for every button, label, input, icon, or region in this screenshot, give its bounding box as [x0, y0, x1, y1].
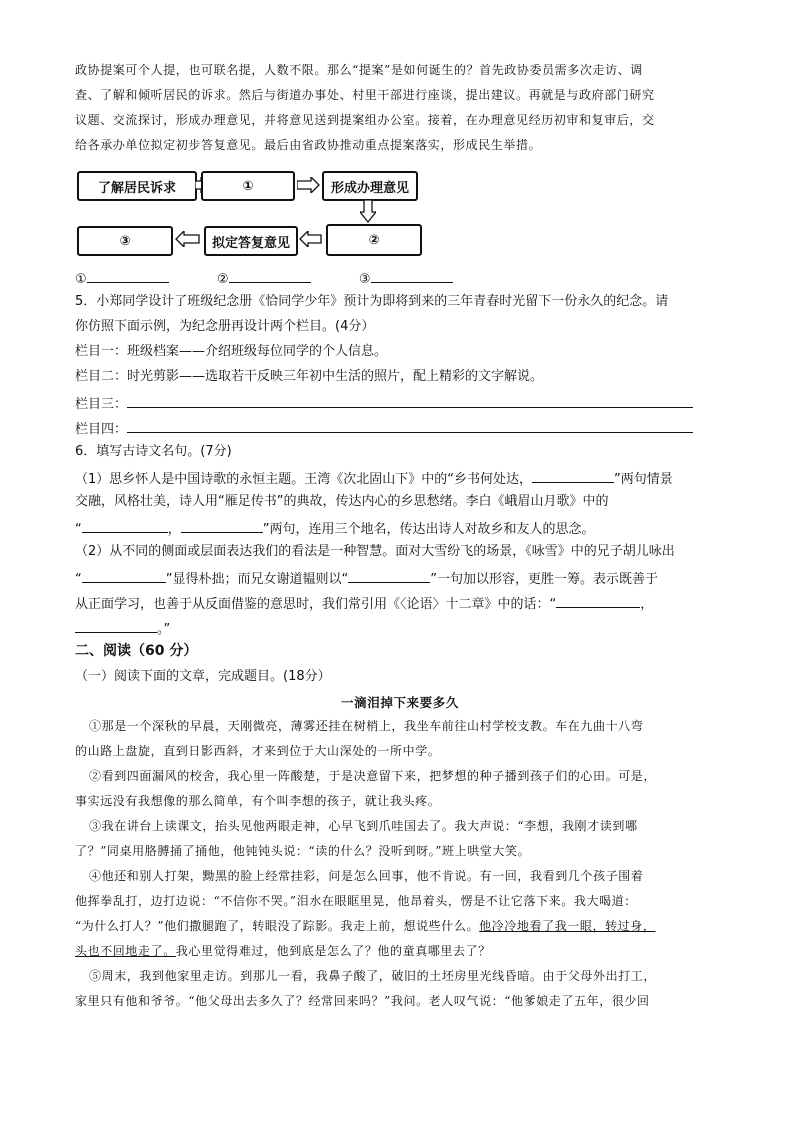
article-p4-underlined-a: 他冷冷地看了我一眼，转过身，	[479, 919, 656, 933]
q6-blank-6[interactable]	[556, 593, 640, 608]
q6-p2-text-mid: ”显得朴拙；而兄女谢道韫则以“	[165, 572, 349, 587]
flow-answer-row	[75, 268, 725, 288]
answer-blank-3[interactable]	[371, 268, 453, 283]
section-2-heading: 二、阅读（60 分）	[75, 643, 198, 659]
article-p3-line-2: 了？”同桌用胳膊捅了捅他，他钝钝头说：“读的什么？没听到呀。”班上哄堂大笑。	[75, 844, 531, 858]
article-p4-text-a: “为什么打人？”他们撒腿跑了，转眼没了踪影。我走上前，想说些什么。	[75, 919, 480, 933]
q6-p2-text-c: 从正面学习，也善于从反面借鉴的意思时，我们常引用《〈论语〉十二章》中的话：“	[75, 597, 557, 612]
q6-quote-close: 。”	[157, 622, 171, 637]
q6-title: 6．填写古诗文名句。(7分)	[75, 444, 232, 459]
q6-p1-text-b: ”两句情景	[614, 472, 673, 487]
flow-box-blank-2: ②	[326, 224, 422, 256]
flow-box-blank-3: ③	[77, 226, 173, 256]
flow-box-blank-1: ①	[201, 171, 295, 201]
q6-p1-line-2: 交融，风格壮美，诗人用“雁足传书”的典故，传达内心的乡思愁绪。李白《峨眉山月歌》中的	[75, 494, 609, 509]
article-p2-line-2: 事实远没有我想像的那么简单，有个叫李想的孩子，就让我头疼。	[75, 794, 441, 808]
q6-comma-2: ，	[640, 597, 654, 612]
answer-label-1: ①	[75, 272, 87, 287]
q5-column-4-label: 栏目四：	[75, 422, 128, 437]
q5-column-3-label: 栏目三：	[75, 397, 128, 412]
q5-line-2: 你仿照下面示例，为纪念册再设计两个栏目。(4分）	[75, 319, 375, 334]
q6-quote-open-1: “	[75, 522, 82, 537]
q6-blank-2[interactable]	[82, 518, 168, 533]
flow-arrow-left-2	[175, 231, 201, 247]
article-p5-line-1: ⑤周末，我到他家里走访。到那儿一看，我鼻子酸了，破旧的土坯房里光线昏暗。由于父母外出打工，	[89, 969, 657, 983]
q6-p1-line-3	[75, 518, 725, 538]
q6-blank-4[interactable]	[82, 568, 166, 583]
q6-blank-7[interactable]	[75, 618, 157, 633]
answer-blank-1[interactable]	[87, 268, 169, 283]
article-p2-line-1: ②看到四面漏风的校舍，我心里一阵酸楚，于是决意留下来，把梦想的种子播到孩子们的心田。可是，	[89, 769, 657, 783]
q6-p2-line-3	[75, 593, 725, 613]
q5-column-3-blank[interactable]	[127, 393, 693, 408]
intro-line-4: 给各承办单位拟定初步答复意见。最后由省政协推动重点提案落实，形成民生举措。	[75, 138, 542, 152]
article-p4-underlined-b: 头也不回地走了。	[75, 944, 176, 958]
q5-column-4-blank[interactable]	[127, 418, 693, 433]
article-title: 一滴泪掉下来要多久	[341, 695, 459, 710]
answer-label-3: ③	[358, 272, 371, 287]
flow-arrow-left-1	[299, 231, 323, 247]
article-p1-line-2: 的山路上盘旋，直到日影西斜，才来到位于大山深处的一所中学。	[75, 744, 441, 758]
intro-line-2: 查、了解和倾听居民的诉求。然后与街道办事处、村里干部进行座谈，提出建议。再就是与政府部门研究	[75, 88, 655, 102]
q6-blank-3[interactable]	[181, 518, 263, 533]
article-p3-line-1: ③我在讲台上读课文，抬头见他两眼走神，心早飞到爪哇国去了。我大声说：“李想，我刚才读到哪	[89, 819, 638, 833]
q6-p2-line-4	[75, 618, 725, 638]
q5-column-4-row	[75, 418, 725, 438]
q6-p2-line-1: （2）从不同的侧面或层面表达我们的看法是一种智慧。面对大雪纷飞的场景，《咏雪》中的兄子胡儿咏出	[75, 544, 675, 559]
flow-box-reply: 拟定答复意见	[204, 226, 298, 256]
flow-arrow-down	[360, 200, 376, 224]
q6-p2-text-rest: ”一句加以形容，更胜一筹。表示既善于	[430, 572, 658, 587]
intro-line-1: 政协提案可个人提，也可联名提，人数不限。那么“提案”是如何诞生的？首先政协委员需多次走访、调	[75, 63, 643, 77]
intro-line-3: 议题、交流探讨，形成办理意见，并将意见送到提案组办公室。接着，在办理意见经历初审和复审后，交	[75, 113, 655, 127]
q6-quote-open-2: “	[75, 572, 82, 587]
answer-label-2: ②	[216, 272, 229, 287]
q5-column-2: 栏目二：时光剪影——选取若干反映三年初中生活的照片，配上精彩的文字解说。	[75, 369, 544, 384]
q6-comma-1: ，	[167, 522, 181, 537]
article-p4-line-4	[75, 943, 725, 960]
q5-column-1: 栏目一：班级档案——介绍班级每位同学的个人信息。	[75, 344, 388, 359]
answer-blank-2[interactable]	[229, 268, 311, 283]
article-p4-line-1: ④他还和别人打架，黝黑的脸上经常挂彩，问是怎么回事，他不肯说。有一回，我看到几个孩子围着	[89, 869, 644, 883]
q6-p1-text-d: ”两句，连用三个地名，传达出诗人对故乡和友人的思念。	[262, 522, 595, 537]
flow-arrow-right-2	[297, 177, 321, 193]
flow-box-opinion: 形成办理意见	[322, 171, 418, 201]
q5-line-1: 5．小郑同学设计了班级纪念册《恰同学少年》预计为即将到来的三年青春时光留下一份永久的纪念。请	[75, 294, 669, 309]
article-p5-line-2: 家里只有他和爷爷。“他父母出去多久了？经常回来吗？”我问。老人叹气说：“他爹娘走了五年，很少回	[75, 994, 650, 1008]
section-2-subheading: （一）阅读下面的文章，完成题目。(18分）	[75, 669, 331, 684]
article-p4-line-3	[75, 918, 725, 935]
q6-p1-line-1	[75, 468, 725, 488]
q6-blank-5[interactable]	[348, 568, 430, 583]
q6-p2-line-2	[75, 568, 725, 588]
q5-column-3-row	[75, 393, 725, 413]
article-p1-line-1: ①那是一个深秋的早晨，天刚微亮，薄雾还挂在树梢上，我坐车前往山村学校支教。车在九曲十八弯	[89, 719, 644, 733]
article-p4-text-b: 我心里觉得难过，他到底是怎么了？他的童真哪里去了？	[175, 944, 491, 958]
q6-blank-1[interactable]	[532, 468, 614, 483]
article-p4-line-2: 他挥拳乱打，边打边说：“不信你不哭。”泪水在眼眶里晃，他昂着头，愣是不让它落下来。我大喝道：	[75, 894, 637, 908]
q6-p1-text-a: （1）思乡怀人是中国诗歌的永恒主题。王湾《次北固山下》中的“乡书何处达，	[75, 472, 533, 487]
flow-box-residents: 了解居民诉求	[77, 171, 197, 201]
